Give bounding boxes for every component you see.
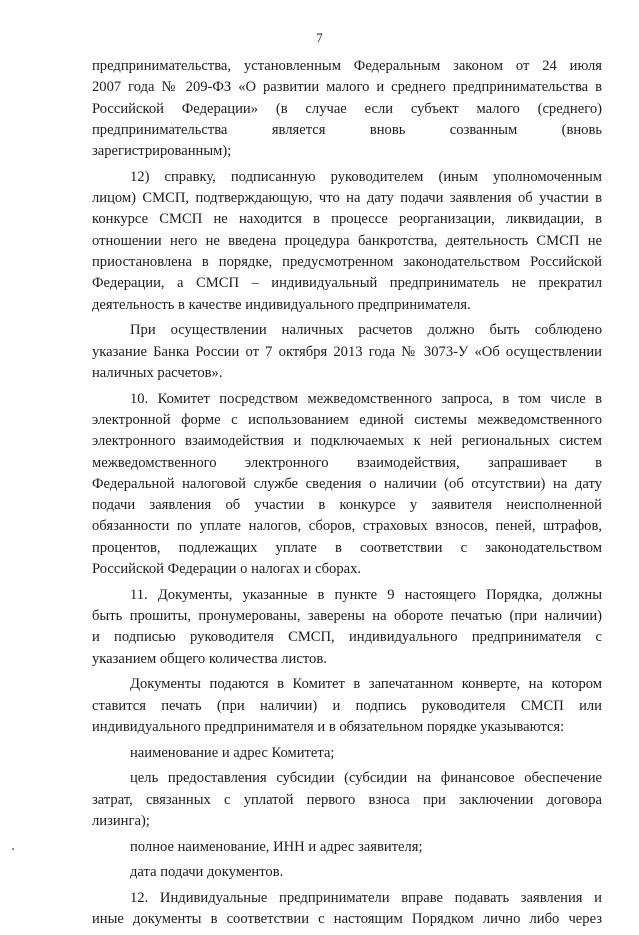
text-line: отношении него не введена процедура банкротства, деятельность СМСП не: [92, 232, 602, 249]
paragraph: [92, 674, 602, 738]
text-line: 12) справку, подписанную руководителем (иным уполномоченным: [130, 168, 602, 185]
text-line: Федеральной налоговой службе сведения о наличии (об отсутствии) на дату: [92, 475, 602, 492]
text-line: цель предоставления субсидии (субсидии на финансовое обеспечение: [130, 770, 602, 787]
text-line: подачи заявления об участии в конкурсе у заявителя неисполненной: [92, 497, 602, 514]
paragraph: [92, 585, 602, 670]
text-line: Документы подаются в Комитет в запечатанном конверте, на котором: [130, 676, 602, 693]
text-line: предпринимательства, установленным Федеральным законом от 24 июля: [92, 58, 602, 74]
text-line: указание Банка России от 7 октября 2013 года № 3073-У «Об осуществлении: [92, 343, 602, 360]
text-line: Федерации, а СМСП – индивидуальный предприниматель не прекратил: [92, 275, 602, 292]
text-line: предпринимательства является вновь созванным (вновь: [92, 121, 602, 138]
envelope-item: [92, 862, 602, 883]
paragraph: [92, 56, 602, 162]
text-line: обязанности по уплате налогов, сборов, страховых взносов, пеней, штрафов,: [92, 518, 602, 535]
envelope-item: [92, 837, 602, 858]
text-line: и подписью руководителя СМСП, индивидуального предпринимателя с: [92, 629, 602, 646]
text-line: иные документы в соответствии с настоящим Порядком лично либо через: [92, 911, 602, 928]
envelope-item: [92, 743, 602, 764]
text-line: быть прошиты, пронумерованы, заверены на обороте печатью (при наличии): [92, 607, 602, 624]
text-line: электронного взаимодействия и подключаемых к ней региональных систем: [92, 433, 602, 450]
text-line: 11. Документы, указанные в пункте 9 настоящего Порядка, должны: [130, 586, 602, 603]
envelope-item: [92, 768, 602, 832]
text-line: 10. Комитет посредством межведомственного запроса, в том числе в: [130, 390, 602, 407]
paragraph: [92, 389, 602, 581]
text-line: указанием общего количества листов.: [92, 650, 327, 667]
text-line: индивидуального предпринимателя и в обязательном порядке указываются:: [92, 718, 565, 735]
page-number: 7: [316, 30, 323, 45]
document-body: [92, 56, 602, 935]
text-line: полное наименование, ИНН и адрес заявителя;: [130, 838, 423, 855]
text-line: 12. Индивидуальные предприниматели вправе подавать заявления и: [130, 889, 602, 906]
text-line: зарегистрированным);: [92, 143, 232, 160]
text-line: приостановлена в порядке, предусмотренном законодательством Российской: [92, 254, 602, 271]
text-line: затрат, связанных с уплатой первого взноса при заключении договора: [92, 791, 602, 808]
text-line: наименование и адрес Комитета;: [130, 744, 335, 761]
text-line: 2007 года № 209-ФЗ «О развитии малого и среднего предпринимательства в: [92, 79, 602, 96]
text-line: ставится печать (при наличии) и подпись руководителя СМСП или: [92, 697, 602, 714]
paragraph: [92, 888, 602, 931]
paragraph: [92, 167, 602, 316]
text-line: дата подачи документов.: [130, 864, 284, 881]
text-line: Российской Федерации о налогах и сборах.: [92, 561, 362, 577]
text-line: При осуществлении наличных расчетов должно быть соблюдено: [130, 322, 602, 339]
paragraph: [92, 320, 602, 384]
text-line: лицом) СМСП, подтверждающую, что на дату подачи заявления об участии в: [92, 190, 602, 207]
text-line: Российской Федерации» (в случае если субъект малого (среднего): [92, 100, 602, 117]
text-line: деятельность в качестве индивидуального предпринимателя.: [92, 296, 471, 313]
text-line: межведомственного электронного взаимодействия, запрашивает в: [92, 454, 602, 471]
text-line: электронной форме с использованием единой системы межведомственного: [92, 411, 602, 428]
scan-speck: [12, 848, 14, 850]
text-line: лизинга);: [92, 812, 150, 829]
text-line: наличных расчетов».: [92, 364, 223, 381]
text-line: конкурсе СМСП не находится в процессе реорганизации, ликвидации, в: [92, 211, 602, 228]
text-line: процентов, подлежащих уплате в соответствии с законодательством: [92, 539, 602, 556]
